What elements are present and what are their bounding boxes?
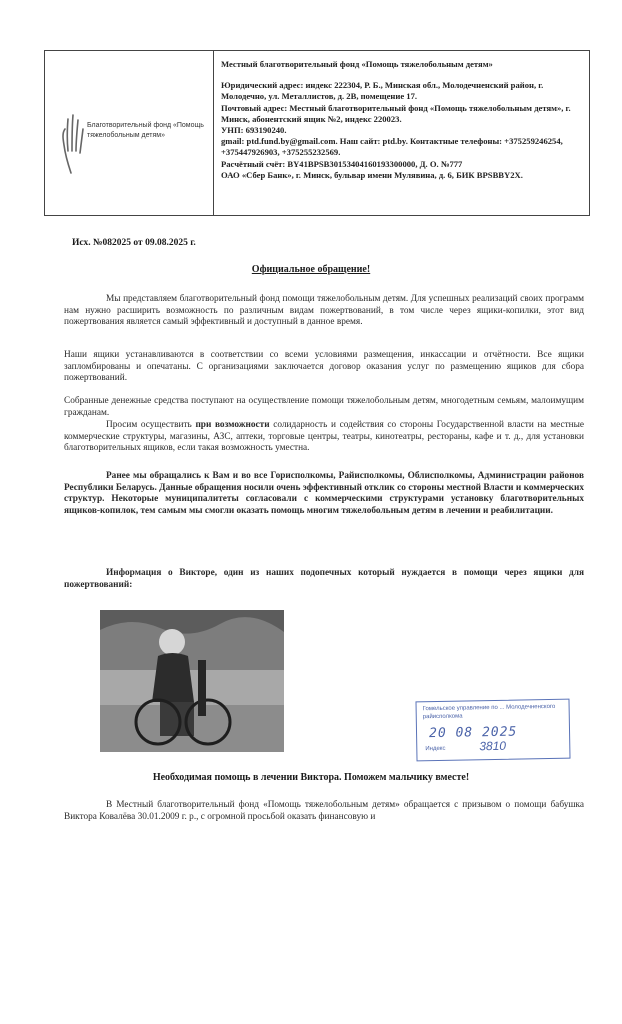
contacts: gmail: ptd.fund.by@gmail.com. Наш сайт: ptd.by. Контактные телефоны: +375259246254, +375447926903, +375255232569. <box>221 136 563 158</box>
paragraph-text: Информация о Викторе, один из наших подопечных который нуждается в помощи через ящики для пожертвований: <box>64 568 584 590</box>
paragraph-text: Мы представляем благотворительный фонд помощи тяжелобольным детям. Для успешных реализаций своих программ нам нужно расширить возможность по различным видам пожертвований, в том числе через ящики-копилки, этот вид пожертвования является самый эффективный и доступный в данное время. <box>64 294 584 328</box>
photo-illustration <box>100 610 284 752</box>
child-photo <box>100 610 284 752</box>
hand-logo-icon <box>59 111 85 175</box>
postal-address: Почтовый адрес: Местный благотворительный фонд «Помощь тяжелобольным детям», г. Минск, абонентский ящик №2, индекс 220023. <box>221 102 571 124</box>
paragraph-appeal <box>64 800 584 823</box>
paragraph-funds <box>64 396 584 419</box>
paragraph-request <box>64 420 584 455</box>
paragraph-text: Наши ящики устанавливаются в соответствии со всеми условиями размещения, инкассации и отчётности. Все ящики запломбированы и опечатаны. С организациями заключается договор оказания услуг по размещению ящиков для сбора пожертвований. <box>64 350 584 384</box>
org-name: Местный благотворительный фонд «Помощь тяжелобольным детям» <box>221 59 493 69</box>
document-title: Официальное обращение! <box>251 264 371 275</box>
stamp-organization: Гомельское управление по ... Молодечненского райисполкома <box>422 703 556 721</box>
letterhead-info <box>221 59 583 181</box>
paragraph-boxes <box>64 350 584 385</box>
stamp-date: 20 08 2025 <box>428 724 518 742</box>
stamp-index-label: Индекс <box>425 745 446 753</box>
paragraph-viktor-info <box>64 568 584 591</box>
account: Расчётный счёт: BY41BPSB30153404160193300000, Д. О. №777 <box>221 158 463 169</box>
paragraph-request-start: Просим осуществить <box>106 420 196 430</box>
legal-address: Юридический адрес: индекс 222304, Р. Б., Минская обл., Молодечненский район, г. Молодечно, ул. Металлистов, д. 2В, помещение 17. <box>221 80 544 102</box>
paragraph-intro <box>64 294 584 329</box>
registration-stamp <box>415 699 570 762</box>
paragraph-text: Ранее мы обращались к Вам и во все Горисполкомы, Райисполкомы, Облисполкомы, Администрации районов Республики Беларусь. Данные обращения носили очень эффективный отклик со стороны местной Власти и коммерческих структур. Некоторые муниципалитеты согласовали с коммерческими структурами установку благотворительных ящиков-копилок, тем самым мы смогли оказать помощь многим тяжелобольным детям в лечении и реабилитации. <box>64 471 584 516</box>
paragraph-text: В Местный благотворительный фонд «Помощь тяжелобольным детям» обращается с призывом о помощи бабушка Виктора Ковалёва 30.01.2009 г. р., с огромной просьбой оказать финансовую и <box>64 800 584 822</box>
outgoing-reference: Исх. №082025 от 09.08.2025 г. <box>72 238 196 248</box>
photo-caption: Необходимая помощь в лечении Виктора. Поможем мальчику вместе! <box>152 772 470 783</box>
bank: ОАО «Сбер Банк», г. Минск, бульвар имени Мулявина, д. 6, БИК BPSBBY2X. <box>221 169 523 180</box>
stamp-index: 3810 <box>479 738 507 754</box>
paragraph-request-end: солидарность и содействия со стороны Государственной власти на местные коммерческие структуры, магазины, АЗС, аптеки, торговые центры, театры, кинотеатры, рестораны, кафе и т. д., для установки благотворительных ящиков, если такая возможность уместна. <box>64 420 584 454</box>
letterhead <box>44 50 590 216</box>
letterhead-divider <box>213 51 214 215</box>
unp: УНП: 693190240. <box>221 125 287 136</box>
paragraph-previous-appeals <box>64 471 584 517</box>
paragraph-request-emphasis: при возможности <box>195 420 270 430</box>
paragraph-text <box>64 420 584 455</box>
logo-text: Благотворительный фонд «Помощь тяжелобольным детям» <box>87 122 204 139</box>
logo <box>53 111 211 181</box>
paragraph-text: Собранные денежные средства поступают на осуществление помощи тяжелобольным детям, многодетным семьям, малоимущим гражданам. <box>64 396 584 418</box>
